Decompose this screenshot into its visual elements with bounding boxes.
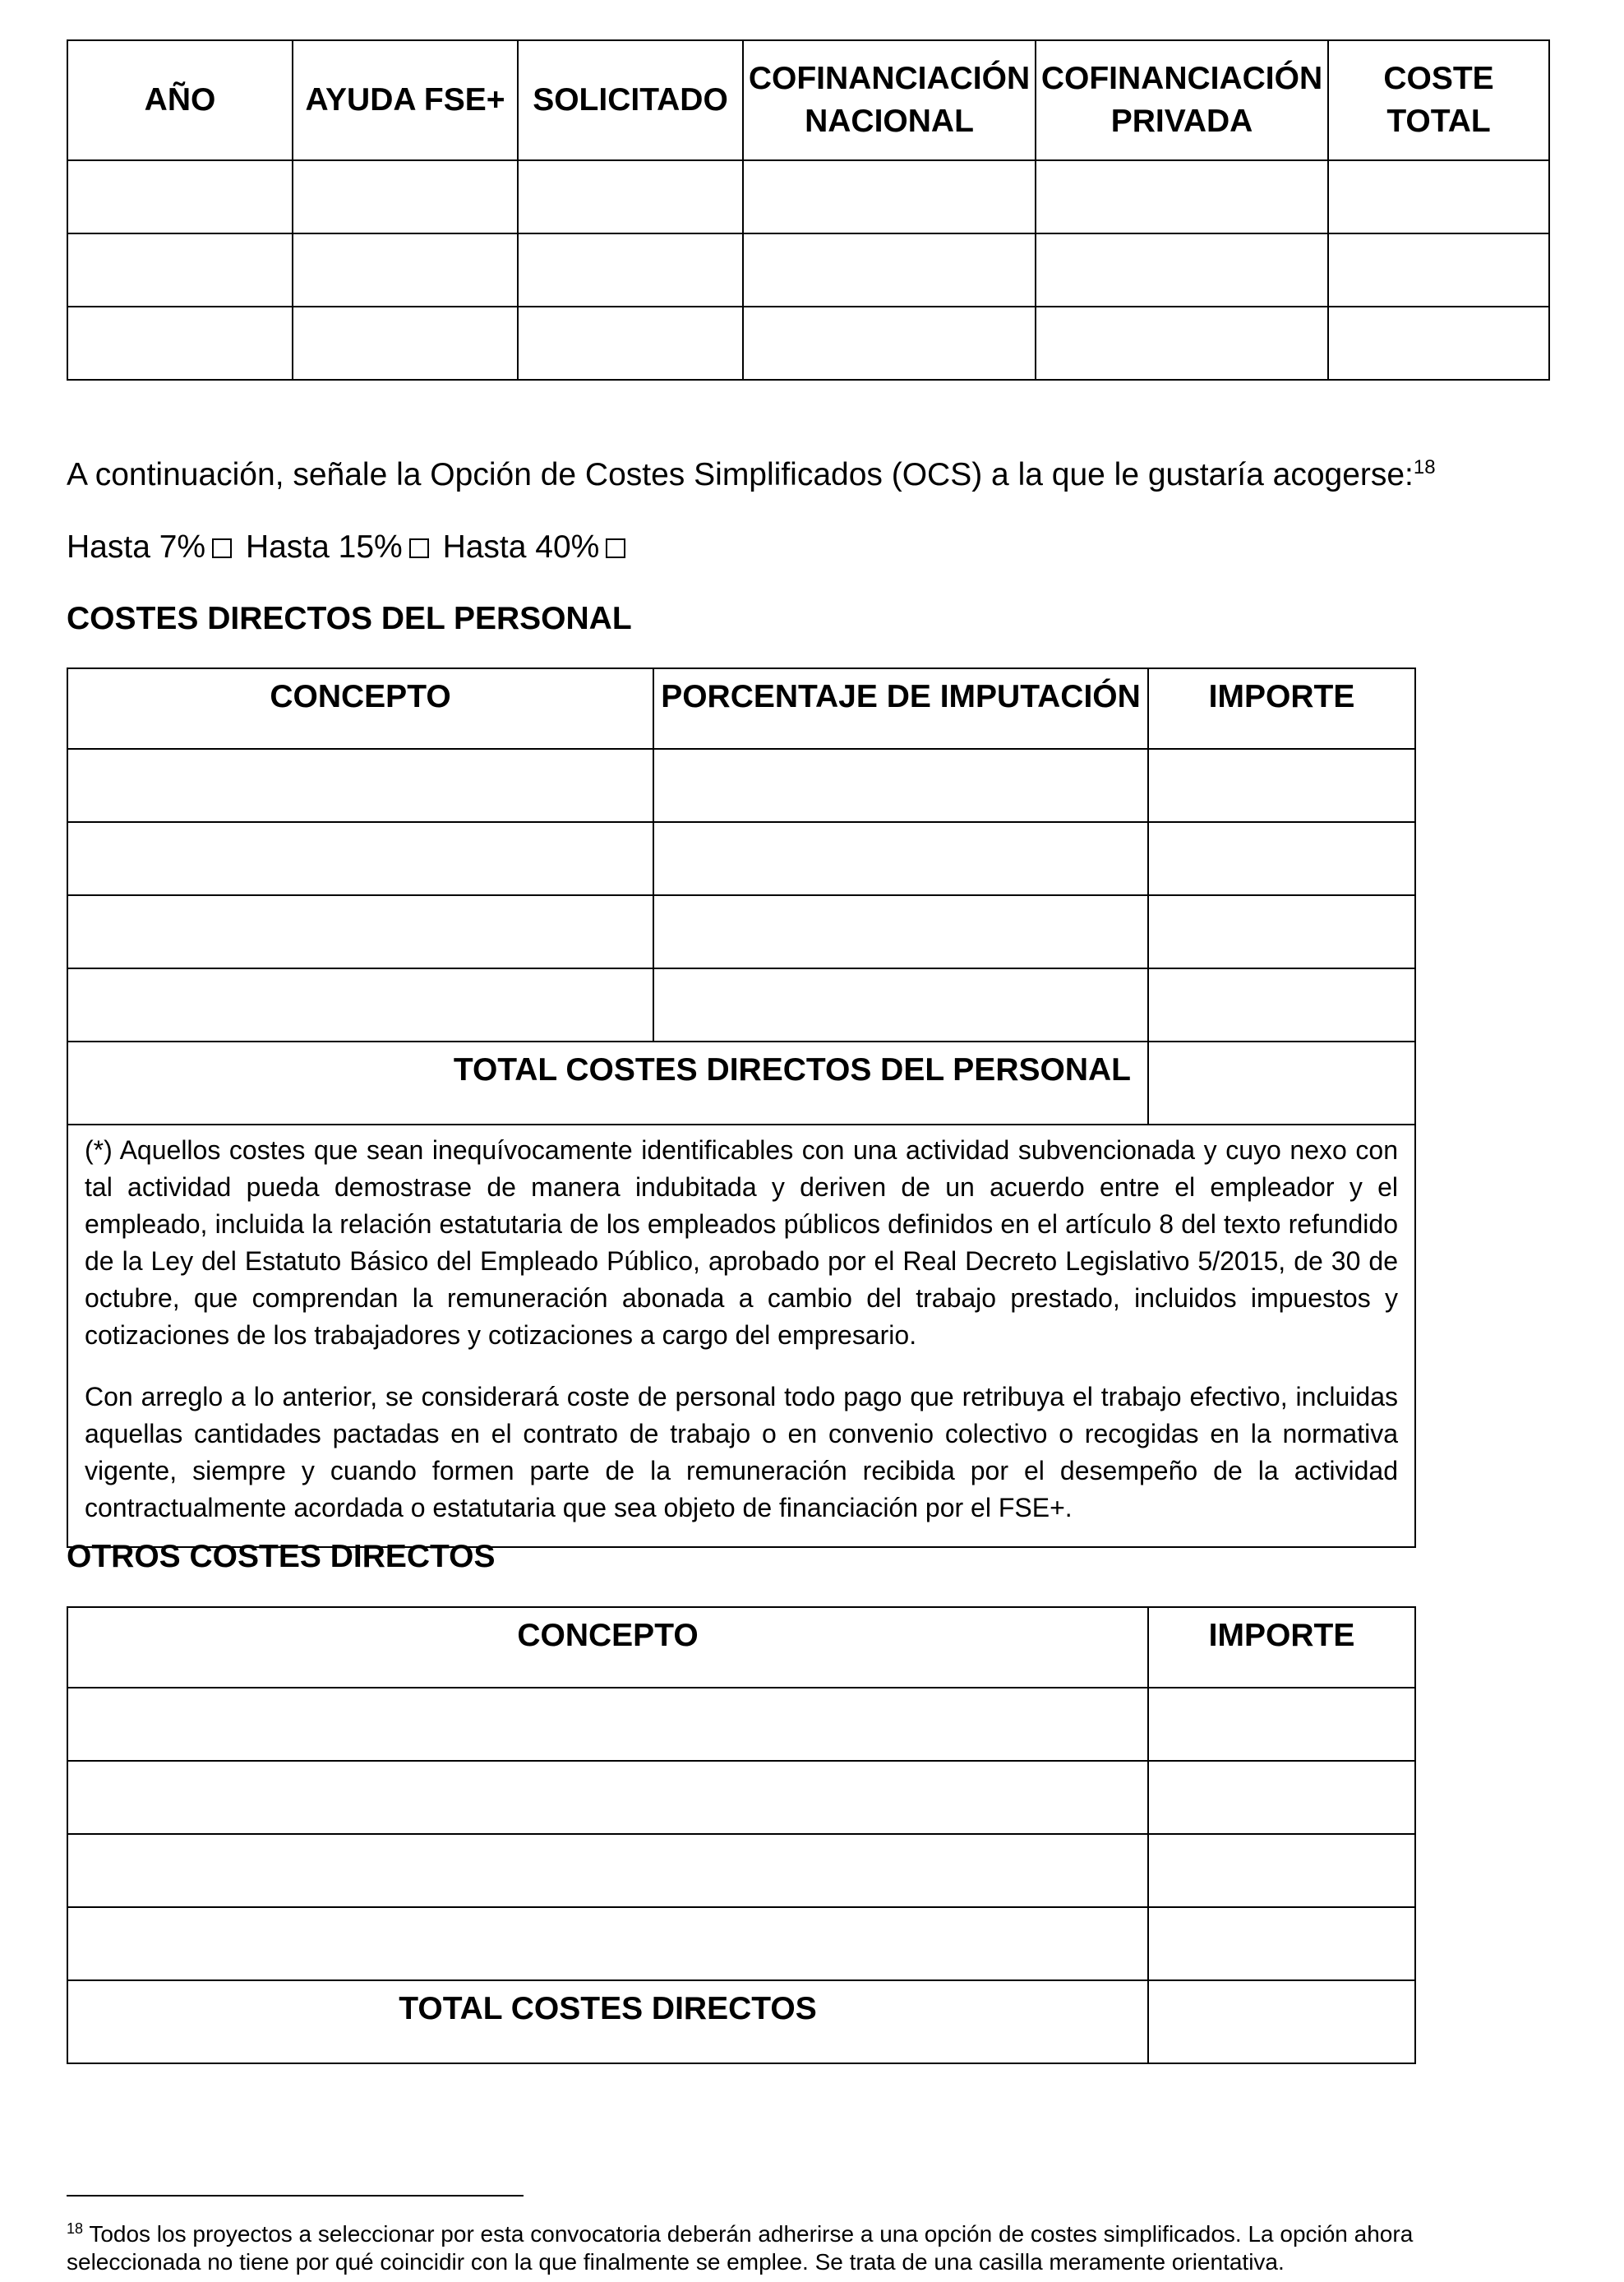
input-cell[interactable] [518,160,743,233]
input-cell[interactable] [67,968,653,1042]
input-cell[interactable] [1036,233,1328,307]
intro-text: A continuación, señale la Opción de Costes Simplificados (OCS) a la que le gustaría acogerse: [67,457,1414,492]
input-cell[interactable] [1328,160,1549,233]
ocs-intro-text [67,456,1436,493]
note-paragraph: Con arreglo a lo anterior, se considerará coste de personal todo pago que retribuya el trabajo efectivo, incluidas aquellas cantidades pactadas en el contrato de trabajo o en convenio colectivo o recogidas en la normativa vigente, siempre y cuando formen parte de la remuneración recibida por el desempeño de la actividad contractualmente acordada o estatutaria que sea objeto de financiación por el FSE+. [85,1382,1398,1522]
input-cell[interactable] [67,1688,1148,1761]
input-cell[interactable] [743,233,1036,307]
table-row [67,968,1415,1042]
table-row [67,749,1415,822]
other-costs-header-row [67,1607,1415,1688]
input-cell[interactable] [1036,160,1328,233]
table-row [67,307,1549,380]
header-importe: IMPORTE [1148,1607,1415,1688]
personal-costs-note [67,1125,1415,1547]
note-paragraph: (*) Aquellos costes que sean inequívocamente identificables con una actividad subvencionada y cuyo nexo con tal actividad pueda demostrase de manera indubitada y deriven de un acuerdo entre el empleador y el empleado, incluida la relación estatutaria de los empleados públicos definidos en el artículo 8 del texto refundido de la Ley del Estatuto Básico del Empleado Público, aprobado por el Real Decreto Legislativo 5/2015, de 30 de octubre, que comprendan la remuneración abonada a cambio del trabajo prestado, incluidos impuestos y cotizaciones de los trabajadores y cotizaciones a cargo del empresario. [85,1135,1398,1350]
funding-table [67,39,1550,381]
input-cell[interactable] [293,307,518,380]
input-cell[interactable] [1328,233,1549,307]
funding-table-header-row [67,40,1549,160]
input-cell[interactable] [1148,968,1415,1042]
input-cell[interactable] [293,233,518,307]
footnote-text: Todos los proyectos a seleccionar por esta convocatoria deberán adherirse a una opción de costes simplificados. La opción ahora seleccionada no tiene por qué coincidir con la que finalmente se emplee. Se trata de una casilla meramente orientativa. [67,2221,1414,2275]
checkbox-7-percent[interactable] [212,538,232,558]
input-cell[interactable] [67,749,653,822]
footnote-divider [67,2195,524,2197]
input-cell[interactable] [653,895,1148,968]
total-personal-label: TOTAL COSTES DIRECTOS DEL PERSONAL [67,1042,1148,1125]
header-ayuda-fse: AYUDA FSE+ [293,40,518,160]
table-row [67,233,1549,307]
input-cell[interactable] [1148,895,1415,968]
input-cell[interactable] [1148,1761,1415,1834]
input-cell[interactable] [67,233,293,307]
header-cofinanciacion-privada: COFINANCIACIÓN PRIVADA [1036,40,1328,160]
input-cell[interactable] [653,968,1148,1042]
ocs-option-label: Hasta 15% [245,529,403,565]
header-importe: IMPORTE [1148,668,1415,749]
input-cell[interactable] [67,160,293,233]
input-cell[interactable] [743,307,1036,380]
header-ano: AÑO [67,40,293,160]
input-cell[interactable] [1328,307,1549,380]
table-row [67,160,1549,233]
ocs-option-label: Hasta 7% [67,529,206,565]
total-row [67,1042,1415,1125]
footnote-number: 18 [67,2220,84,2237]
input-cell[interactable] [67,1834,1148,1907]
header-concepto: CONCEPTO [67,668,653,749]
input-cell[interactable] [518,307,743,380]
table-row [67,1688,1415,1761]
input-cell[interactable] [1036,307,1328,380]
table-row [67,1761,1415,1834]
header-porcentaje: PORCENTAJE DE IMPUTACIÓN [653,668,1148,749]
checkbox-40-percent[interactable] [606,538,625,558]
table-row [67,1907,1415,1980]
personal-costs-table [67,668,1416,1548]
input-cell[interactable] [67,1907,1148,1980]
ocs-options [67,529,630,566]
input-cell[interactable] [67,822,653,895]
table-row [67,1834,1415,1907]
input-cell[interactable] [1148,1688,1415,1761]
header-coste-total: COSTE TOTAL [1328,40,1549,160]
input-cell[interactable] [67,307,293,380]
section-title-personal: COSTES DIRECTOS DEL PERSONAL [67,601,632,636]
input-cell[interactable] [1148,822,1415,895]
header-cofinanciacion-nacional: COFINANCIACIÓN NACIONAL [743,40,1036,160]
input-cell[interactable] [1148,1907,1415,1980]
input-cell[interactable] [1148,1834,1415,1907]
table-row [67,822,1415,895]
total-row [67,1980,1415,2063]
input-cell[interactable] [67,1761,1148,1834]
input-cell[interactable] [653,749,1148,822]
input-cell[interactable] [1148,749,1415,822]
footnote-ref: 18 [1413,456,1436,478]
ocs-option-label: Hasta 40% [442,529,600,565]
section-title-otros: OTROS COSTES DIRECTOS [67,1539,496,1574]
checkbox-15-percent[interactable] [409,538,429,558]
total-personal-input[interactable] [1148,1042,1415,1125]
input-cell[interactable] [293,160,518,233]
total-otros-input[interactable] [1148,1980,1415,2063]
total-otros-label: TOTAL COSTES DIRECTOS [67,1980,1148,2063]
header-concepto: CONCEPTO [67,1607,1148,1688]
input-cell[interactable] [518,233,743,307]
note-row [67,1125,1415,1547]
footnote [67,2215,1414,2276]
input-cell[interactable] [653,822,1148,895]
input-cell[interactable] [67,895,653,968]
header-solicitado: SOLICITADO [518,40,743,160]
personal-costs-header-row [67,668,1415,749]
other-costs-table [67,1606,1416,2064]
input-cell[interactable] [743,160,1036,233]
table-row [67,895,1415,968]
